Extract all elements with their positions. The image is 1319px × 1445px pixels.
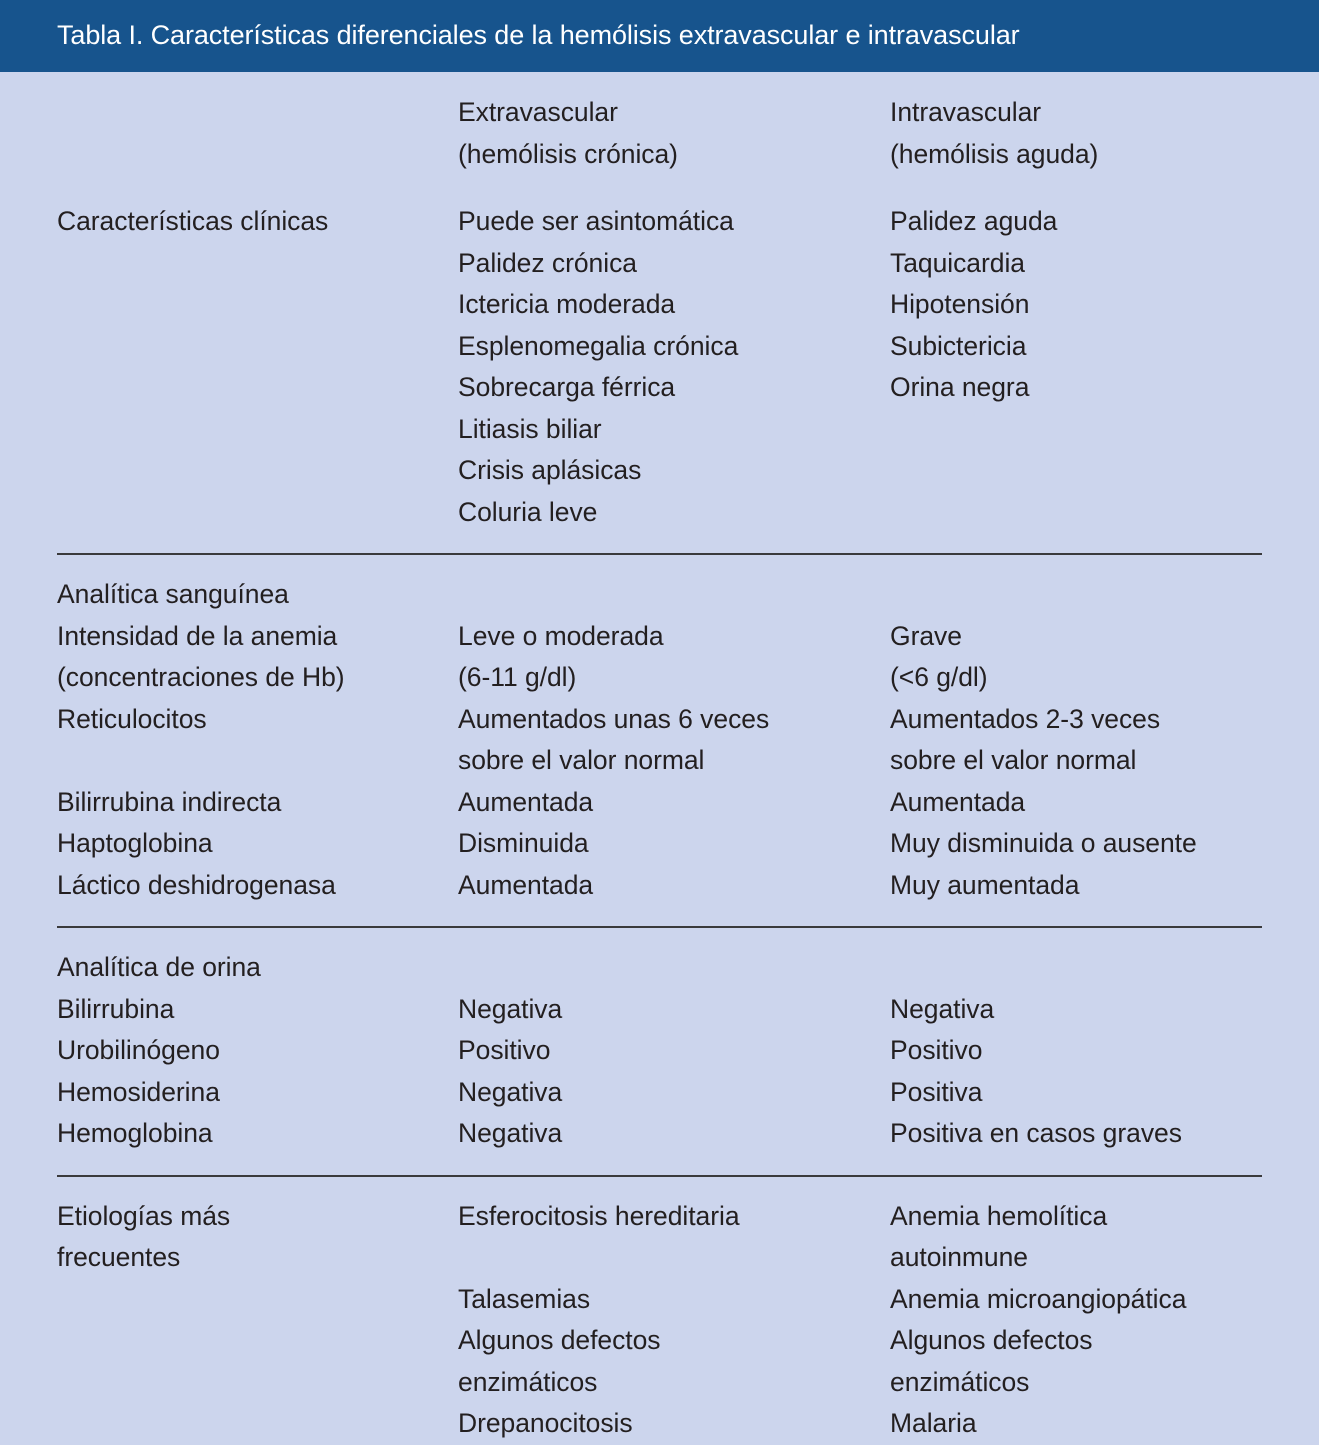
cell-intravascular: Anemia hemolítica [890,1200,1108,1231]
cell-intravascular: enzimáticos [890,1366,1030,1397]
cell-extravascular: Negativa [458,1118,563,1148]
cell-intravascular: Malaria [890,1408,977,1438]
table-row [57,1403,1299,1445]
cell-intravascular: Hipotensión [890,289,1030,319]
table-row [57,947,1299,989]
table-title: Tabla I. Características diferenciales de la hemólisis extravascular e intravascular [57,20,1020,51]
section-label-etiologias-line2: frecuentes [57,1242,181,1272]
cell-intravascular: (<6 g/dl) [890,662,988,692]
table-row [57,1237,1299,1279]
cell-intravascular: Taquicardia [890,247,1025,278]
table-row [57,574,1299,616]
cell-intravascular: Positiva [890,1076,983,1107]
cell-intravascular: Positivo [890,1035,983,1065]
table-row [57,367,1299,409]
row-label: (concentraciones de Hb) [57,662,345,692]
cell-extravascular: Esplenomegalia crónica [458,330,739,361]
cell-extravascular: Aumentada [458,786,594,817]
column-header-extravascular: Extravascular [458,97,618,127]
cell-extravascular: Sobrecarga férrica [458,372,676,402]
table-row [57,1362,1299,1404]
cell-extravascular: sobre el valor normal [458,745,705,775]
cell-extravascular: Litiasis biliar [458,413,602,444]
row-label: Hemoglobina [57,1118,213,1148]
section-label-analitica-de-orina: Analítica de orina [57,952,261,982]
cell-intravascular: Orina negra [890,372,1030,402]
cell-extravascular: Leve o moderada [458,620,664,651]
section-rows [0,947,1319,1155]
table-row [57,1072,1299,1114]
table-row [57,823,1299,865]
section-caracteristicas-clinicas [0,72,1319,555]
cell-extravascular: Ictericia moderada [458,289,676,319]
section-rows [0,1196,1319,1445]
section-label-analitica-sanguinea: Analítica sanguínea [57,579,289,609]
cell-extravascular: Negativa [458,993,563,1024]
row-label: Láctico deshidrogenasa [57,869,336,900]
cell-intravascular: sobre el valor normal [890,745,1137,775]
cell-intravascular: Subictericia [890,330,1027,361]
table-header-bar [0,0,1319,72]
cell-intravascular: Positiva en casos graves [890,1118,1182,1148]
table-row [57,989,1299,1031]
table-row [57,1279,1299,1321]
cell-extravascular: Disminuida [458,828,589,858]
cell-extravascular: Aumentada [458,869,594,900]
row-label: Intensidad de la anemia [57,620,338,651]
table-row-column-header-1 [57,92,1299,134]
row-label: Haptoglobina [57,828,213,858]
cell-extravascular: Palidez crónica [458,247,637,278]
table-body [0,72,1319,1445]
cell-extravascular: Algunos defectos [458,1325,661,1355]
section-rows [0,92,1319,533]
cell-extravascular: Coluria leve [458,496,598,527]
table-row [57,450,1299,492]
cell-intravascular: Negativa [890,993,995,1024]
section-label-etiologias: Etiologías más [57,1200,231,1231]
cell-intravascular: autoinmune [890,1242,1028,1272]
cell-extravascular: (6-11 g/dl) [458,662,577,692]
cell-extravascular: Esferocitosis hereditaria [458,1200,740,1231]
table-row [57,243,1299,285]
column-subheader-hemolisis-aguda: (hemólisis aguda) [890,138,1099,169]
cell-extravascular: Drepanocitosis [458,1408,633,1438]
table-row [57,409,1299,451]
table-row [57,782,1299,824]
table-row [57,492,1299,534]
row-label: Bilirrubina indirecta [57,786,282,817]
row-label: Urobilinógeno [57,1035,220,1065]
cell-intravascular: Anemia microangiopática [890,1283,1187,1314]
row-label: Reticulocitos [57,703,207,734]
table-row [57,740,1299,782]
cell-intravascular: Muy disminuida o ausente [890,828,1197,858]
table-row [57,1196,1299,1238]
column-subheader-hemolisis-cronica: (hemólisis crónica) [458,138,678,169]
table-row [57,1030,1299,1072]
table-row [57,657,1299,699]
row-label: Hemosiderina [57,1076,220,1107]
section-analitica-de-orina [0,928,1319,1177]
table-row [57,616,1299,658]
row-label: Características clínicas [57,206,329,236]
cell-extravascular: Positivo [458,1035,551,1065]
table-row [57,201,1299,243]
section-etiologias-mas-frecuentes [0,1177,1319,1445]
cell-intravascular: Aumentados 2-3 veces [890,703,1161,734]
section-rows [0,574,1319,906]
table-row [57,865,1299,907]
cell-intravascular: Muy aumentada [890,869,1080,900]
table-row [57,1320,1299,1362]
table-row-column-header-2 [57,134,1299,176]
cell-intravascular: Palidez aguda [890,206,1058,236]
row-spacer [0,906,1319,926]
row-spacer [0,533,1319,553]
cell-extravascular: Talasemias [458,1283,591,1314]
cell-extravascular: Aumentados unas 6 veces [458,703,770,734]
table-row [57,284,1299,326]
row-spacer [57,175,1299,201]
table-row [57,699,1299,741]
cell-extravascular: Negativa [458,1076,563,1107]
column-header-intravascular: Intravascular [890,97,1042,127]
table-row [57,326,1299,368]
table-row [57,1113,1299,1155]
row-label: Bilirrubina [57,993,175,1024]
cell-extravascular: Crisis aplásicas [458,455,642,485]
cell-intravascular: Grave [890,620,962,651]
cell-extravascular: Puede ser asintomática [458,206,734,236]
cell-extravascular: enzimáticos [458,1366,598,1397]
cell-intravascular: Algunos defectos [890,1325,1093,1355]
row-spacer [0,1155,1319,1175]
cell-intravascular: Aumentada [890,786,1026,817]
section-analitica-sanguinea [0,555,1319,928]
